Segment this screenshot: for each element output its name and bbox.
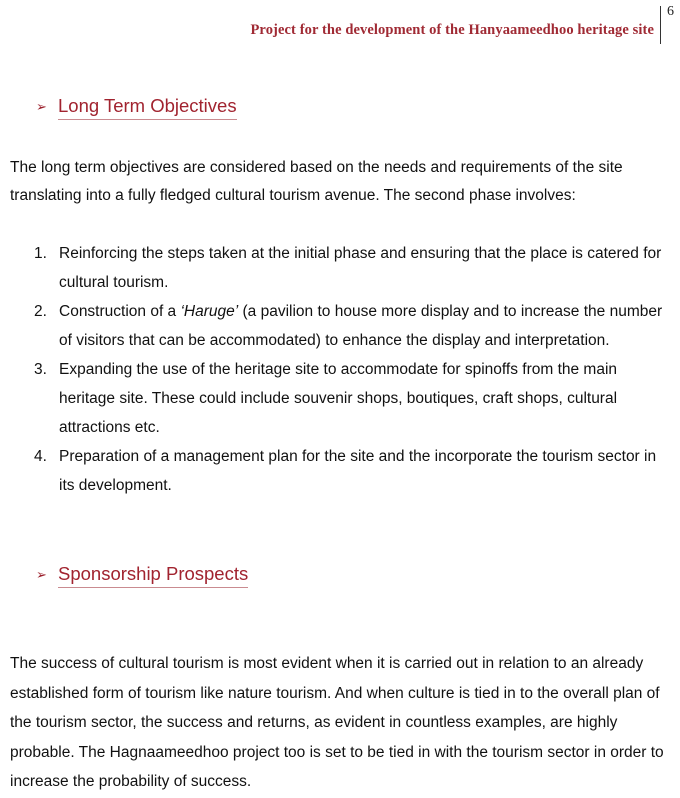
section-heading-sponsorship bbox=[36, 563, 248, 588]
list-item bbox=[0, 355, 670, 442]
item-text: Reinforcing the steps taken at the initial phase and ensuring that the place is catered for cultural tourism. bbox=[59, 245, 662, 291]
page-number: 6 bbox=[667, 4, 674, 19]
section-heading-long-term bbox=[36, 95, 237, 120]
heading-text: Sponsorship Prospects bbox=[58, 563, 248, 588]
sponsorship-paragraph: The success of cultural tourism is most evident when it is carried out in relation to an already established form of tourism like nature tourism. And when culture is tied in to the overall plan of the tourism sector, the success and returns, as evident in countless examples, are highly probable. The Hagnaameedhoo project too is set to be tied in with the tourism sector in order to increase the probability of success. bbox=[10, 655, 664, 790]
item-text-post: (a pavilion to house more display and to increase the number of visitors that can be accommodated) to enhance the display and interpretation. bbox=[59, 303, 663, 349]
item-text: Preparation of a management plan for the site and the incorporate the tourism sector in its development. bbox=[59, 448, 657, 494]
arrow-bullet-icon: ➢ bbox=[36, 99, 47, 114]
heading-text: Long Term Objectives bbox=[58, 95, 237, 120]
item-number: 1. bbox=[34, 245, 47, 262]
list-item bbox=[0, 297, 670, 355]
arrow-bullet-icon: ➢ bbox=[36, 567, 47, 582]
intro-paragraph: The long term objectives are considered based on the needs and requirements of the site translating into a fully fledged cultural tourism avenue. The second phase involves: bbox=[10, 159, 623, 204]
running-header: Project for the development of the Hanyaameedhoo heritage site bbox=[250, 22, 654, 38]
header-divider bbox=[660, 6, 661, 44]
list-item bbox=[0, 239, 670, 297]
item-number: 3. bbox=[34, 361, 47, 378]
item-number: 4. bbox=[34, 448, 47, 465]
item-text: Expanding the use of the heritage site to accommodate for spinoffs from the main heritage site. These could include souvenir shops, boutiques, craft shops, cultural attractions etc. bbox=[59, 361, 618, 436]
item-number: 2. bbox=[34, 303, 47, 320]
list-item bbox=[0, 442, 670, 500]
item-text-pre: Construction of a bbox=[59, 303, 181, 320]
objectives-list bbox=[0, 239, 670, 500]
item-text-emphasis: ‘Haruge’ bbox=[180, 303, 239, 320]
